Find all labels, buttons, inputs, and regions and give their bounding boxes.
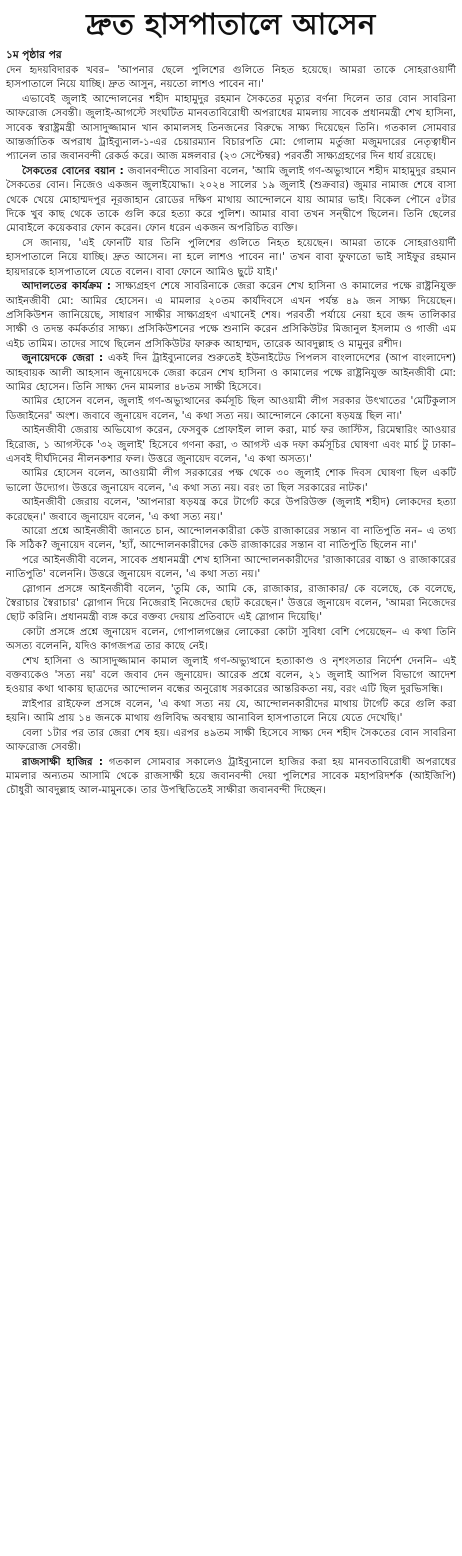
article-paragraph — [6, 467, 456, 496]
article-paragraph — [6, 655, 456, 698]
paragraph-text: জবানবন্দীতে সাবরিনা বলেন, 'আমি জুলাই গণ-অভ্যুত্থানে শহীদ মাহামুদুর রহমান সৈকতের বোন। নিজেও একজন জুলাইযোদ্ধা। ২০২৪ সালের ১৯ জুলাই (শুক্রবার) জুমার নামাজ শেষে বাসা থেকে খেয়ে মোহাম্মদপুর নূরজাহান রোডের দক্ষিণ মাথায় আন্দোলনে যায় আমার ভাই। বিকেল পৌনে ৫টার দিকে খুব কাছ থেকে তাকে গুলি করে হত্যা করে পুলিশ। আমার বাবা তখন সন্দ্বীপে ছিলেন। তিনি ছেলের মোবাইলে কয়েকবার ফোন করেন। ফোন ধরেন একজন অপরিচিত ব্যক্তি। — [6, 165, 456, 235]
article-paragraph — [6, 525, 456, 554]
article-body — [6, 64, 456, 799]
paragraph-text: কোটা প্রসঙ্গে প্রশ্নে জুনায়েদ বলেন, গোপালগঞ্জের লোকেরা কোটা সুবিধা বেশি পেয়েছেন– এ কথা তিনি অসত্য বলেননি, যদিও কাগজপত্র তার কাছে নেই। — [6, 626, 456, 653]
paragraph-text: সে জানায়, 'এই ফোনটি যার তিনি পুলিশের গুলিতে নিহত হয়েছেন। আমরা তাকে সোহরাওয়ার্দী হাসপাতালে নিয়ে যাচ্ছি। দ্রুত আসেন। না হলে লাশও পাবেন না।' তখন বাবা ফুফাতো ভাই সাইফুর রহমান হায়দারকে হাসপাতালে যেতে বলেন। বাবা ফোনে আমিও ছুটে যাই।' — [6, 237, 456, 278]
article-paragraph — [6, 727, 456, 756]
article-paragraph — [6, 583, 456, 626]
article-paragraph — [6, 756, 456, 799]
paragraph-text: বেলা ১টার পর তার জেরা শেষ হয়। এরপর ৪৯তম সাক্ষী হিসেবে সাক্ষ্য দেন শহীদ সৈকতের বোন সাবরিনা আফরোজ সেবন্তী। — [6, 727, 456, 754]
article-paragraph — [6, 64, 456, 93]
paragraph-text: গতকাল সোমবার সকালেও ট্রাইব্যুনালে হাজির করা হয় মানবতাবিরোধী অপরাধের মামলার অন্যতম আসামি থেকে রাজসাক্ষী হয়ে জবানবন্দী দেয়া পুলিশের সাবেক মহাপরিদর্শক (আইজিপি) চৌধুরী আবদুল্লাহ আল-মামুনকে। তার উপস্থিতিতেই সাক্ষীরা জবানবন্দী দিচ্ছেন। — [6, 756, 456, 797]
paragraph-text: আরো প্রশ্নে আইনজীবী জানতে চান, আন্দোলনকারীরা কেউ রাজাকারের সন্তান বা নাতিপুতি নন– এ তথ্য কি সঠিক? জুনায়েদ বলেন, 'হ্যাঁ, আন্দোলনকারীদের কেউ রাজাকারের সন্তান বা নাতিপুতি ছিলেন না।' — [6, 526, 456, 552]
paragraph-text: স্লোগান প্রসঙ্গে আইনজীবী বলেন, 'তুমি কে, আমি কে, রাজাকার, রাজাকার/ কে বলেছে, কে বলেছে, স্বৈরাচার স্বৈরাচার' স্লোগান দিয়ে নিজেরাই নিজেদের ছোট করেছেন।' উত্তরে জুনায়েদ বলেন, 'আমরা নিজেদের ছোট করিনি। প্রধানমন্ত্রী ব্যঙ্গ করে বক্তব্য দেয়ায় প্রতিবাদে এই স্লোগান দিয়েছি।' — [6, 583, 456, 624]
article-paragraph — [6, 93, 456, 165]
paragraph-text: আইনজীবী জেরায় অভিযোগ করেন, ফেসবুক প্রোফাইল লাল করা, মার্চ ফর জাস্টিস, রিমেম্বারিং আওয়ার হিরোজ, ১ আগস্টকে '৩২ জুলাই' হিসেবে গণনা করা, ৩ আগস্ট এক দফা কর্মসূচির ঘোষণা এবং মার্চ টু ঢাকা– এসবই দীর্ঘদিনের নীলনকশার ফল। উত্তরে জুনায়েদ বলেন, 'এ কথা অসত্য।' — [6, 425, 456, 465]
paragraph-text: স্নাইপার রাইফেল প্রসঙ্গে বলেন, 'এ কথা সত্য নয় যে, আন্দোলনকারীদের মাথায় টার্গেট করে গুলি করা হয়নি। আমি প্রায় ১৪ জনকে মাথায় গুলিবিদ্ধ অবস্থায় আনাবিল হাসপাতালে নিয়ে যেতে দেখেছি।' — [6, 698, 456, 725]
paragraph-text: আমির হোসেন বলেন, আওয়ামী লীগ সরকারের পক্ষ থেকে ৩০ জুলাই শোক দিবস ঘোষণা ছিল একটি ভালো উদ্যোগ। উত্তরে জুনায়েদ বলেন, 'এ কথা সত্য নয়। বরং তা ছিল সরকারের নাটক।' — [6, 468, 456, 494]
article-paragraph — [6, 280, 456, 352]
article-paragraph — [6, 165, 456, 237]
article-paragraph — [6, 237, 456, 280]
paragraph-text: আমির হোসেন বলেন, জুলাই গণ-অভ্যুত্থানের কর্মসূচি ছিল আওয়ামী লীগ সরকার উৎখাতের 'মেটিকুলাস ডিজাইনের' অংশ। জবাবে জুনায়েদ বলেন, 'এ কথা সত্য নয়। আন্দোলনে কোনো ষড়যন্ত্র ছিল না।' — [6, 396, 456, 422]
paragraph-text: আইনজীবী জেরায় বলেন, 'আপনারা ষড়যন্ত্র করে টার্গেট করে উপরিউক্ত (জুলাই শহীদ) লোকদের হত্যা করেছেন।' জবাবে জুনায়েদ বলেন, 'এ কথা সত্য নয়।' — [6, 497, 456, 523]
subheading: রাজসাক্ষী হাজির : — [22, 756, 103, 768]
article-paragraph — [6, 496, 456, 525]
article-paragraph — [6, 698, 456, 727]
headline: দ্রুত হাসপাতালে আসেন — [86, 7, 376, 41]
article-paragraph — [6, 424, 456, 467]
article-paragraph — [6, 352, 456, 395]
subheading: আদালতের কার্যক্রম : — [22, 281, 111, 293]
paragraph-text: দেন হৃদয়বিদারক খবর– 'আপনার ছেলে পুলিশের গুলিতে নিহত হয়েছে। আমরা তাকে সোহরাওয়ার্দী হাসপাতালে নিয়ে যাচ্ছি। দ্রুত আসুন, নয়তো লাশও পাবেন না।' — [6, 65, 456, 91]
article-paragraph — [6, 626, 456, 655]
paragraph-text: এভাবেই জুলাই আন্দোলনের শহীদ মাহামুদুর রহমান সৈকতের মৃত্যুর বর্ণনা দিলেন তার বোন সাবরিনা আফরোজ সেবন্তী। জুলাই-আগস্টে সংঘটিত মানবতাবিরোধী অপরাধের মামলায় সাবেক প্রধানমন্ত্রী শেখ হাসিনা, সাবেক স্বরাষ্ট্রমন্ত্রী আসাদুজ্জামান খান কামালসহ তিনজনের বিরুদ্ধে সাক্ষ্য দিয়েছেন তিনি। গতকাল সোমবার আন্তর্জাতিক অপরাধ ট্রাইব্যুনাল-১-এর চেয়ারম্যান বিচারপতি মো: গোলাম মর্তুজা মজুমদারের নেতৃত্বাধীন প্যানেল তার জবানবন্দী রেকর্ড করে। আজ মঙ্গলবার (২৩ সেপ্টেম্বর) পরবর্তী সাক্ষ্যগ্রহণের দিন ধার্য রয়েছে। — [6, 93, 456, 163]
subheading: সৈকতের বোনের বয়ান : — [22, 165, 124, 177]
paragraph-text: পরে আইনজীবী বলেন, সাবেক প্রধানমন্ত্রী শেখ হাসিনা আন্দোলনকারীদের 'রাজাকারের বাচ্চা ও রাজাকারের নাতিপুতি' বলেননি। উত্তরে জুনায়েদ বলেন, 'এ কথা সত্য নয়।' — [6, 554, 456, 581]
subheading: জুনায়েদকে জেরা : — [22, 353, 104, 365]
article-paragraph — [6, 395, 456, 424]
paragraph-text: সাক্ষ্যগ্রহণ শেষে সাবরিনাকে জেরা করেন শেখ হাসিনা ও কামালের পক্ষে রাষ্ট্রনিযুক্ত আইনজীবী মো: আমির হোসেন। এ মামলার ২০তম কার্যদিবসে এখন পর্যন্ত ৪৯ জন সাক্ষ্য দিয়েছেন। প্রসিকিউশন জানিয়েছে, সাধারণ সাক্ষীর সাক্ষ্যগ্রহণ এখানেই শেষ। পরবর্তী পর্যায়ে নেয়া হবে জব্দ তালিকার সাক্ষী ও তদন্ত কর্মকর্তার সাক্ষ্য। প্রসিকিউশনের পক্ষে শুনানি করেন প্রসিকিউটর মিজানুল ইসলাম ও গাজী এম এইচ তামিম। তাদের সাথে ছিলেন প্রসিকিউটর ফারুক আহাম্মদ, তারেক আবদুল্লাহ ও মামুনুর রশীদ। — [6, 281, 456, 350]
continued-from-label: ১ম পৃষ্ঠার পর — [6, 49, 62, 61]
paragraph-text: একই দিন ট্রাইব্যুনালের শুরুতেই ইউনাইটেড পিপলস বাংলাদেশের (আপ বাংলাদেশ) আহবায়ক আলী আহসান জুনায়েদকে জেরা করেন শেখ হাসিনা ও কামালের পক্ষে রাষ্ট্রনিযুক্ত আইনজীবী মো: আমির হোসেন। তিনি সাক্ষ্য দেন মামলার ৪৮তম সাক্ষী হিসেবে। — [6, 353, 457, 393]
paragraph-text: শেখ হাসিনা ও আসাদুজ্জামান কামাল জুলাই গণ-অভ্যুত্থানে হত্যাকাণ্ড ও নৃশংসতার নির্দেশ দেননি– এই বক্তব্যকেও 'সত্য নয়' বলে জবাব দেন জুনায়েদ। আরেক প্রশ্নে বলেন, ২১ জুলাই আপিল বিভাগে আদেশ হওয়ার কথা থাকায় ছাত্রদের আন্দোলন বন্ধের অনুরোধ সরকারের আন্তরিকতা নয়, বরং এটি ছিল দুরভিসন্ধি। — [6, 655, 456, 696]
article-paragraph — [6, 554, 456, 583]
